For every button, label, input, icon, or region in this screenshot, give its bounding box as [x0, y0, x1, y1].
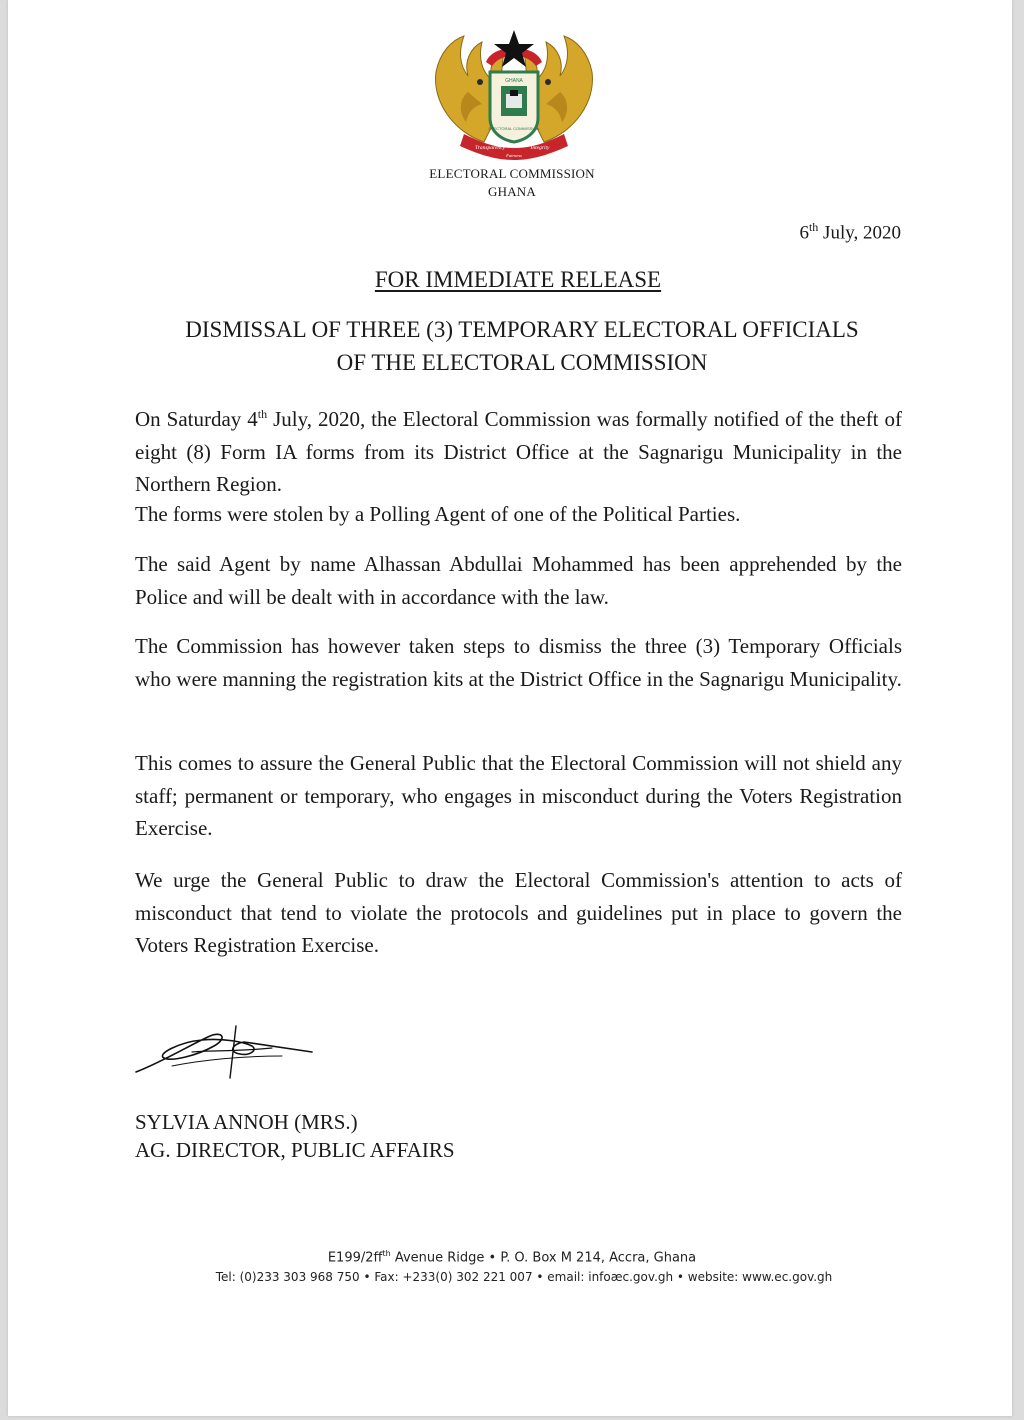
- date-day: 6: [799, 222, 809, 244]
- body-paragraph-6: We urge the General Public to draw the Electoral Commission's attention to acts of misconduct that tend to violate the protocols and guidelines put in place to govern the Voters Registration Exercise.: [135, 868, 902, 957]
- p1-before: On Saturday 4: [135, 407, 258, 431]
- date-suffix: th: [808, 220, 819, 234]
- org-country: GHANA: [488, 184, 536, 199]
- body-paragraph-1: [135, 398, 902, 501]
- headline-line-2: OF THE ELECTORAL COMMISSION: [336, 350, 708, 375]
- body-paragraph-2: The forms were stolen by a Polling Agent of one of the Political Parties.: [135, 502, 741, 526]
- p1-sup: th: [257, 407, 268, 421]
- signer-name: SYLVIA ANNOH (MRS.): [135, 1110, 358, 1134]
- footer-address: [0, 1249, 1024, 1265]
- org-name: ELECTORAL COMMISSION: [429, 166, 595, 181]
- date-rest: July, 2020: [818, 222, 901, 244]
- headline-line-1: DISMISSAL OF THREE (3) TEMPORARY ELECTORAL OFFICIALS: [185, 317, 859, 342]
- seal-side-text: ELECTORAL COMMISSION: [488, 126, 540, 131]
- seal-top-text: GHANA: [505, 78, 523, 84]
- release-label: FOR IMMEDIATE RELEASE: [374, 267, 662, 292]
- release-date: [799, 220, 901, 244]
- footer-address-after: Avenue Ridge • P. O. Box M 214, Accra, Ghana: [390, 1250, 697, 1266]
- electoral-commission-crest-logo: [424, 22, 604, 168]
- body-paragraph-5: This comes to assure the General Public that the Electoral Commission will not shield any staff; permanent or temporary, who engages in misconduct during the Voters Registration Exercise.: [135, 751, 902, 840]
- handwritten-signature: [132, 1022, 317, 1082]
- motto-left-text: Transparency: [474, 145, 506, 151]
- motto-right-text: Integrity: [530, 145, 550, 151]
- signer-title: AG. DIRECTOR, PUBLIC AFFAIRS: [135, 1138, 455, 1162]
- motto-center-text: Fairness: [506, 153, 522, 158]
- body-paragraph-3: The said Agent by name Alhassan Abdullai Mohammed has been apprehended by the Police and will be dealt with in accordance with the law.: [135, 552, 902, 609]
- footer-contacts: Tel: (0)233 303 968 750 • Fax: +233(0) 302 221 007 • email: infoæc.gov.gh • website: www.ec.gov.gh: [215, 1270, 833, 1284]
- p1-after: July, 2020, the Electoral Commission was formally notified of the theft of eight (8) Form IA forms from its District Office at the Sagnarigu Municipality in the Northern Region.: [135, 407, 902, 496]
- document-page: [8, 0, 1012, 1416]
- footer-address-before: E199/2ff: [327, 1250, 383, 1266]
- body-paragraph-4: The Commission has however taken steps to dismiss the three (3) Temporary Officials who were manning the registration kits at the District Office in the Sagnarigu Municipality.: [135, 634, 902, 691]
- footer-address-sup: th: [382, 1249, 391, 1258]
- seal-emblem: [489, 72, 540, 142]
